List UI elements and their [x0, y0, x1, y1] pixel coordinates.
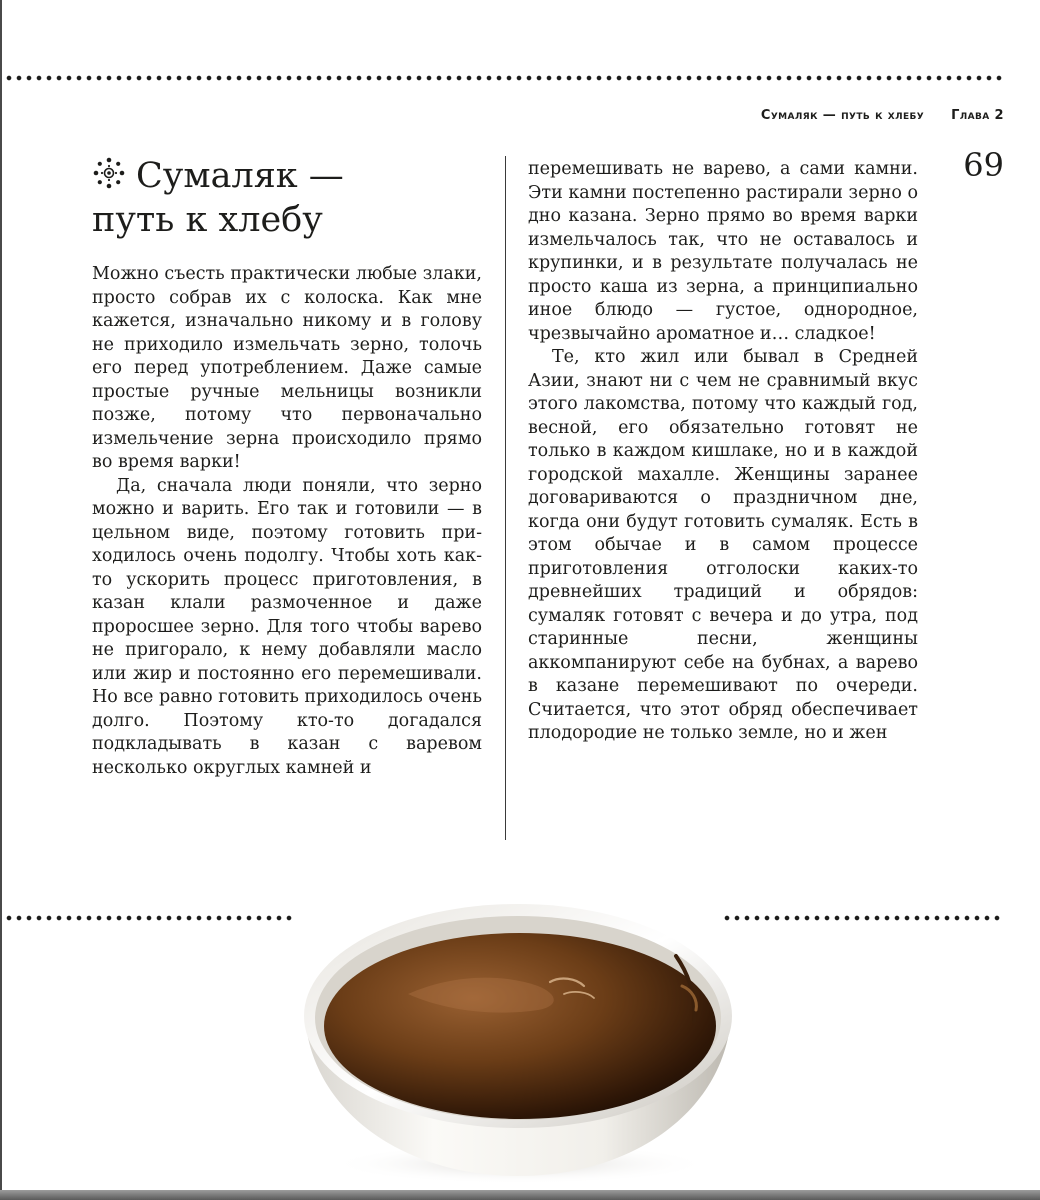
right-paragraph-2: Те, кто жил или бывал в Средней Азии, знают ни с чем не сравнимый вкус этого лакомства, потому что каждый год, весной, его обязательно готовят не только в каждом кишлаке, но и в каждой городской махалле. Женщины заранее договариваются о праздничном дне, когда они будут готовить сумаляк. Есть в этом обычае и в самом процессе приготовления отголоски каких-то древнейших традиций и обрядов: сумаляк готовят с вечера и до утра, под старинные песни, женщины аккомпанируют себе на бубнах, а варево в казане перемешивают по очереди. Считается, что этот обряд обеспечивает плодородие не только земле, но и жен: [528, 347, 918, 743]
bottom-right-dotted-rule: [722, 914, 1004, 922]
page-bottom-band: [0, 1190, 1040, 1200]
title-line-2: путь к хлебу: [92, 200, 323, 240]
page-number: 69: [963, 146, 1004, 184]
left-paragraph-2: Да, сначала люди поняли, что зерно можно и варить. Его так и готовили — в цельном виде, поэтому готовить приходилось очень подолгу. Чтобы хоть как-то ускорить процесс приготовления, в казан клали размоченное и даже проросшее зерно. Для того чтобы варево не пригорало, к нему добавляли масло или жир и постоянно его перемешивали. Но все равно готовить приходилось очень долго. Поэтому кто-то догадался подкладывать в казан с варевом несколько округлых камней и: [92, 475, 482, 778]
title-text-1: Сумаляк —: [136, 156, 344, 196]
running-header: [761, 108, 1004, 123]
title-line-1: [92, 154, 482, 198]
top-dotted-rule: [4, 74, 1004, 82]
running-header-chapter: Глава 2: [951, 108, 1004, 123]
sumalak-bowl-photo: [298, 886, 738, 1186]
bottom-left-dotted-rule: [4, 914, 296, 922]
running-header-section: Сумаляк — путь к хлебу: [760, 108, 925, 123]
page-edge-line: [0, 0, 2, 1200]
right-paragraph-1: перемешивать не варево, а сами камни. Эти камни постепенно растирали зерно о дно казана. Зерно прямо во время варки измельчалось так, что не оставалось и крупинки, и в результате получалась не просто каша из зерна, а принципиально иное блюдо — густое, однородное, чрезвычайно ароматное и… сладкое!: [528, 159, 918, 344]
page-title: [92, 154, 482, 242]
left-text-column: [92, 263, 482, 780]
right-text-column: [528, 158, 918, 746]
sun-ornament-icon: [92, 156, 126, 190]
column-divider: [505, 156, 506, 840]
left-paragraph-1: Можно съесть практически любые злаки, просто собрав их с колоска. Как мне кажется, изначально никому и в голову не приходило измельчать зерно, толочь его перед употреблением. Даже самые простые ручные мельницы возникли позже, потому что первоначально измельчение зерна происходило прямо во время варки!: [92, 264, 482, 472]
